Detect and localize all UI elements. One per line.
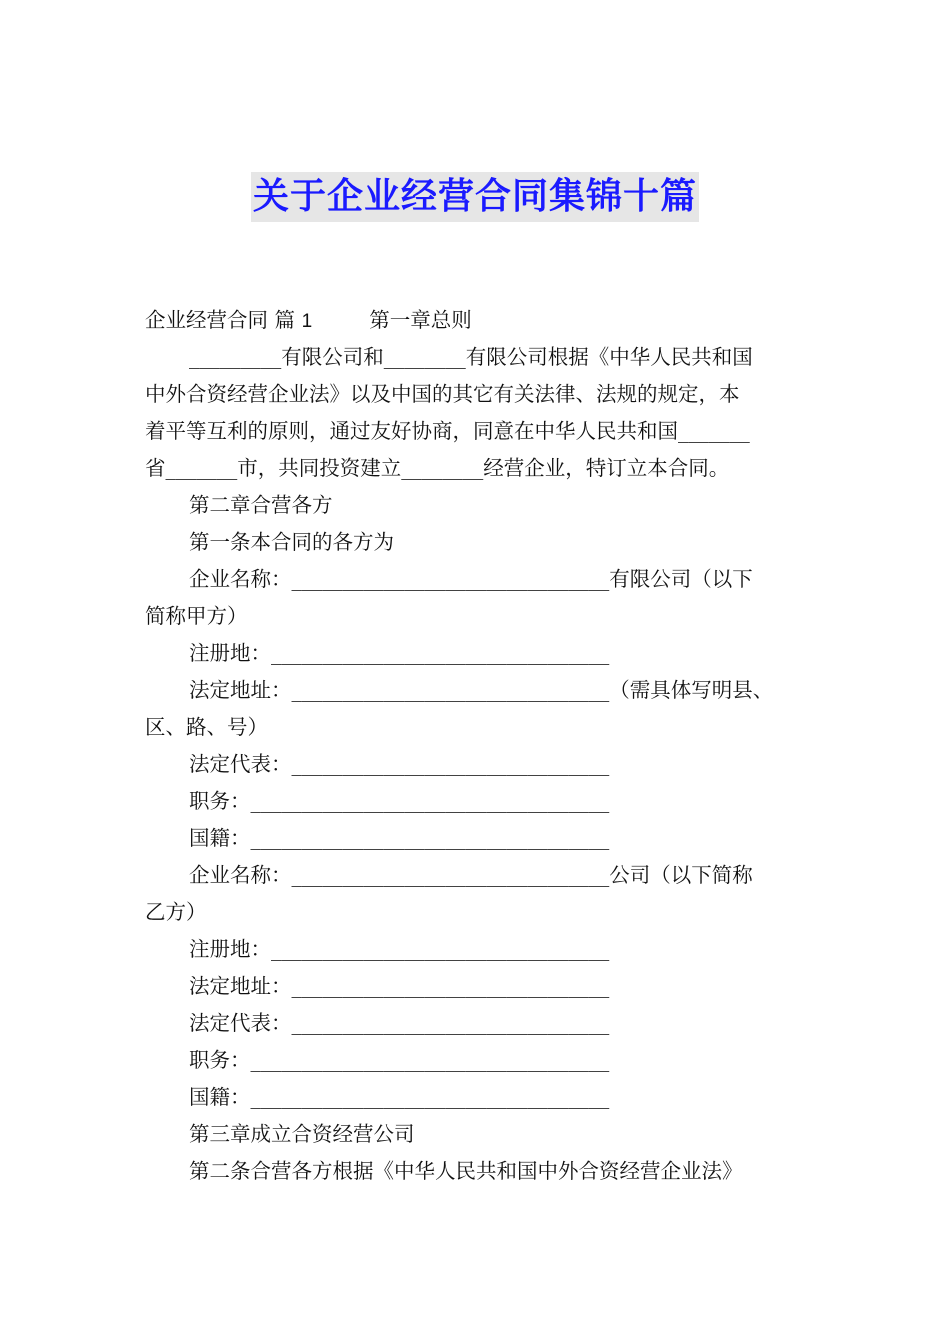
article-1: 第一条本合同的各方为 <box>189 530 394 554</box>
paragraph-line: _________有限公司和________有限公司根据《中华人民共和国 <box>189 345 753 369</box>
party-b-representative: 法定代表：_______________________________ <box>189 1011 610 1035</box>
document-title: 关于企业经营合同集锦十篇 <box>251 172 699 222</box>
party-a-position: 职务：___________________________________ <box>189 789 610 813</box>
party-a-name-cont: 简称甲方） <box>145 604 248 628</box>
paragraph-line: 中外合资经营企业法》以及中国的其它有关法律、法规的规定，本 <box>145 382 740 406</box>
chapter-2-heading: 第二章合营各方 <box>189 493 333 517</box>
paragraph-line: 着平等互利的原则，通过友好协商，同意在中华人民共和国_______ <box>145 419 750 443</box>
party-a-representative: 法定代表：_______________________________ <box>189 752 610 776</box>
party-b-nationality: 国籍：___________________________________ <box>189 1085 610 1109</box>
party-b-name-cont: 乙方） <box>145 900 207 924</box>
heading-chapter: 第一章总则 <box>369 308 472 332</box>
section-heading <box>145 302 815 339</box>
title-container <box>0 172 950 222</box>
party-b-name: 企业名称：_______________________________公司（以下简称 <box>189 863 753 887</box>
chapter-3-heading: 第三章成立合资经营公司 <box>189 1122 415 1146</box>
party-b-registered: 注册地：_________________________________ <box>189 937 610 961</box>
heading-part: 企业经营合同 <box>145 308 268 332</box>
party-a-address: 法定地址：_______________________________（需具体写明县、 <box>189 678 774 702</box>
party-a-nationality: 国籍：___________________________________ <box>189 826 610 850</box>
party-b-address: 法定地址：_______________________________ <box>189 974 610 998</box>
party-a-name: 企业名称：_______________________________有限公司（以下 <box>189 567 753 591</box>
article-2: 第二条合营各方根据《中华人民共和国中外合资经营企业法》 <box>189 1159 743 1183</box>
paragraph-line: 省_______市，共同投资建立________经营企业，特订立本合同。 <box>145 456 730 480</box>
party-a-registered: 注册地：_________________________________ <box>189 641 610 665</box>
party-a-address-cont: 区、路、号） <box>145 715 268 739</box>
heading-number: 1 <box>301 311 313 332</box>
party-b-position: 职务：___________________________________ <box>189 1048 610 1072</box>
heading-label: 篇 <box>274 308 296 332</box>
document-body <box>145 302 815 1190</box>
